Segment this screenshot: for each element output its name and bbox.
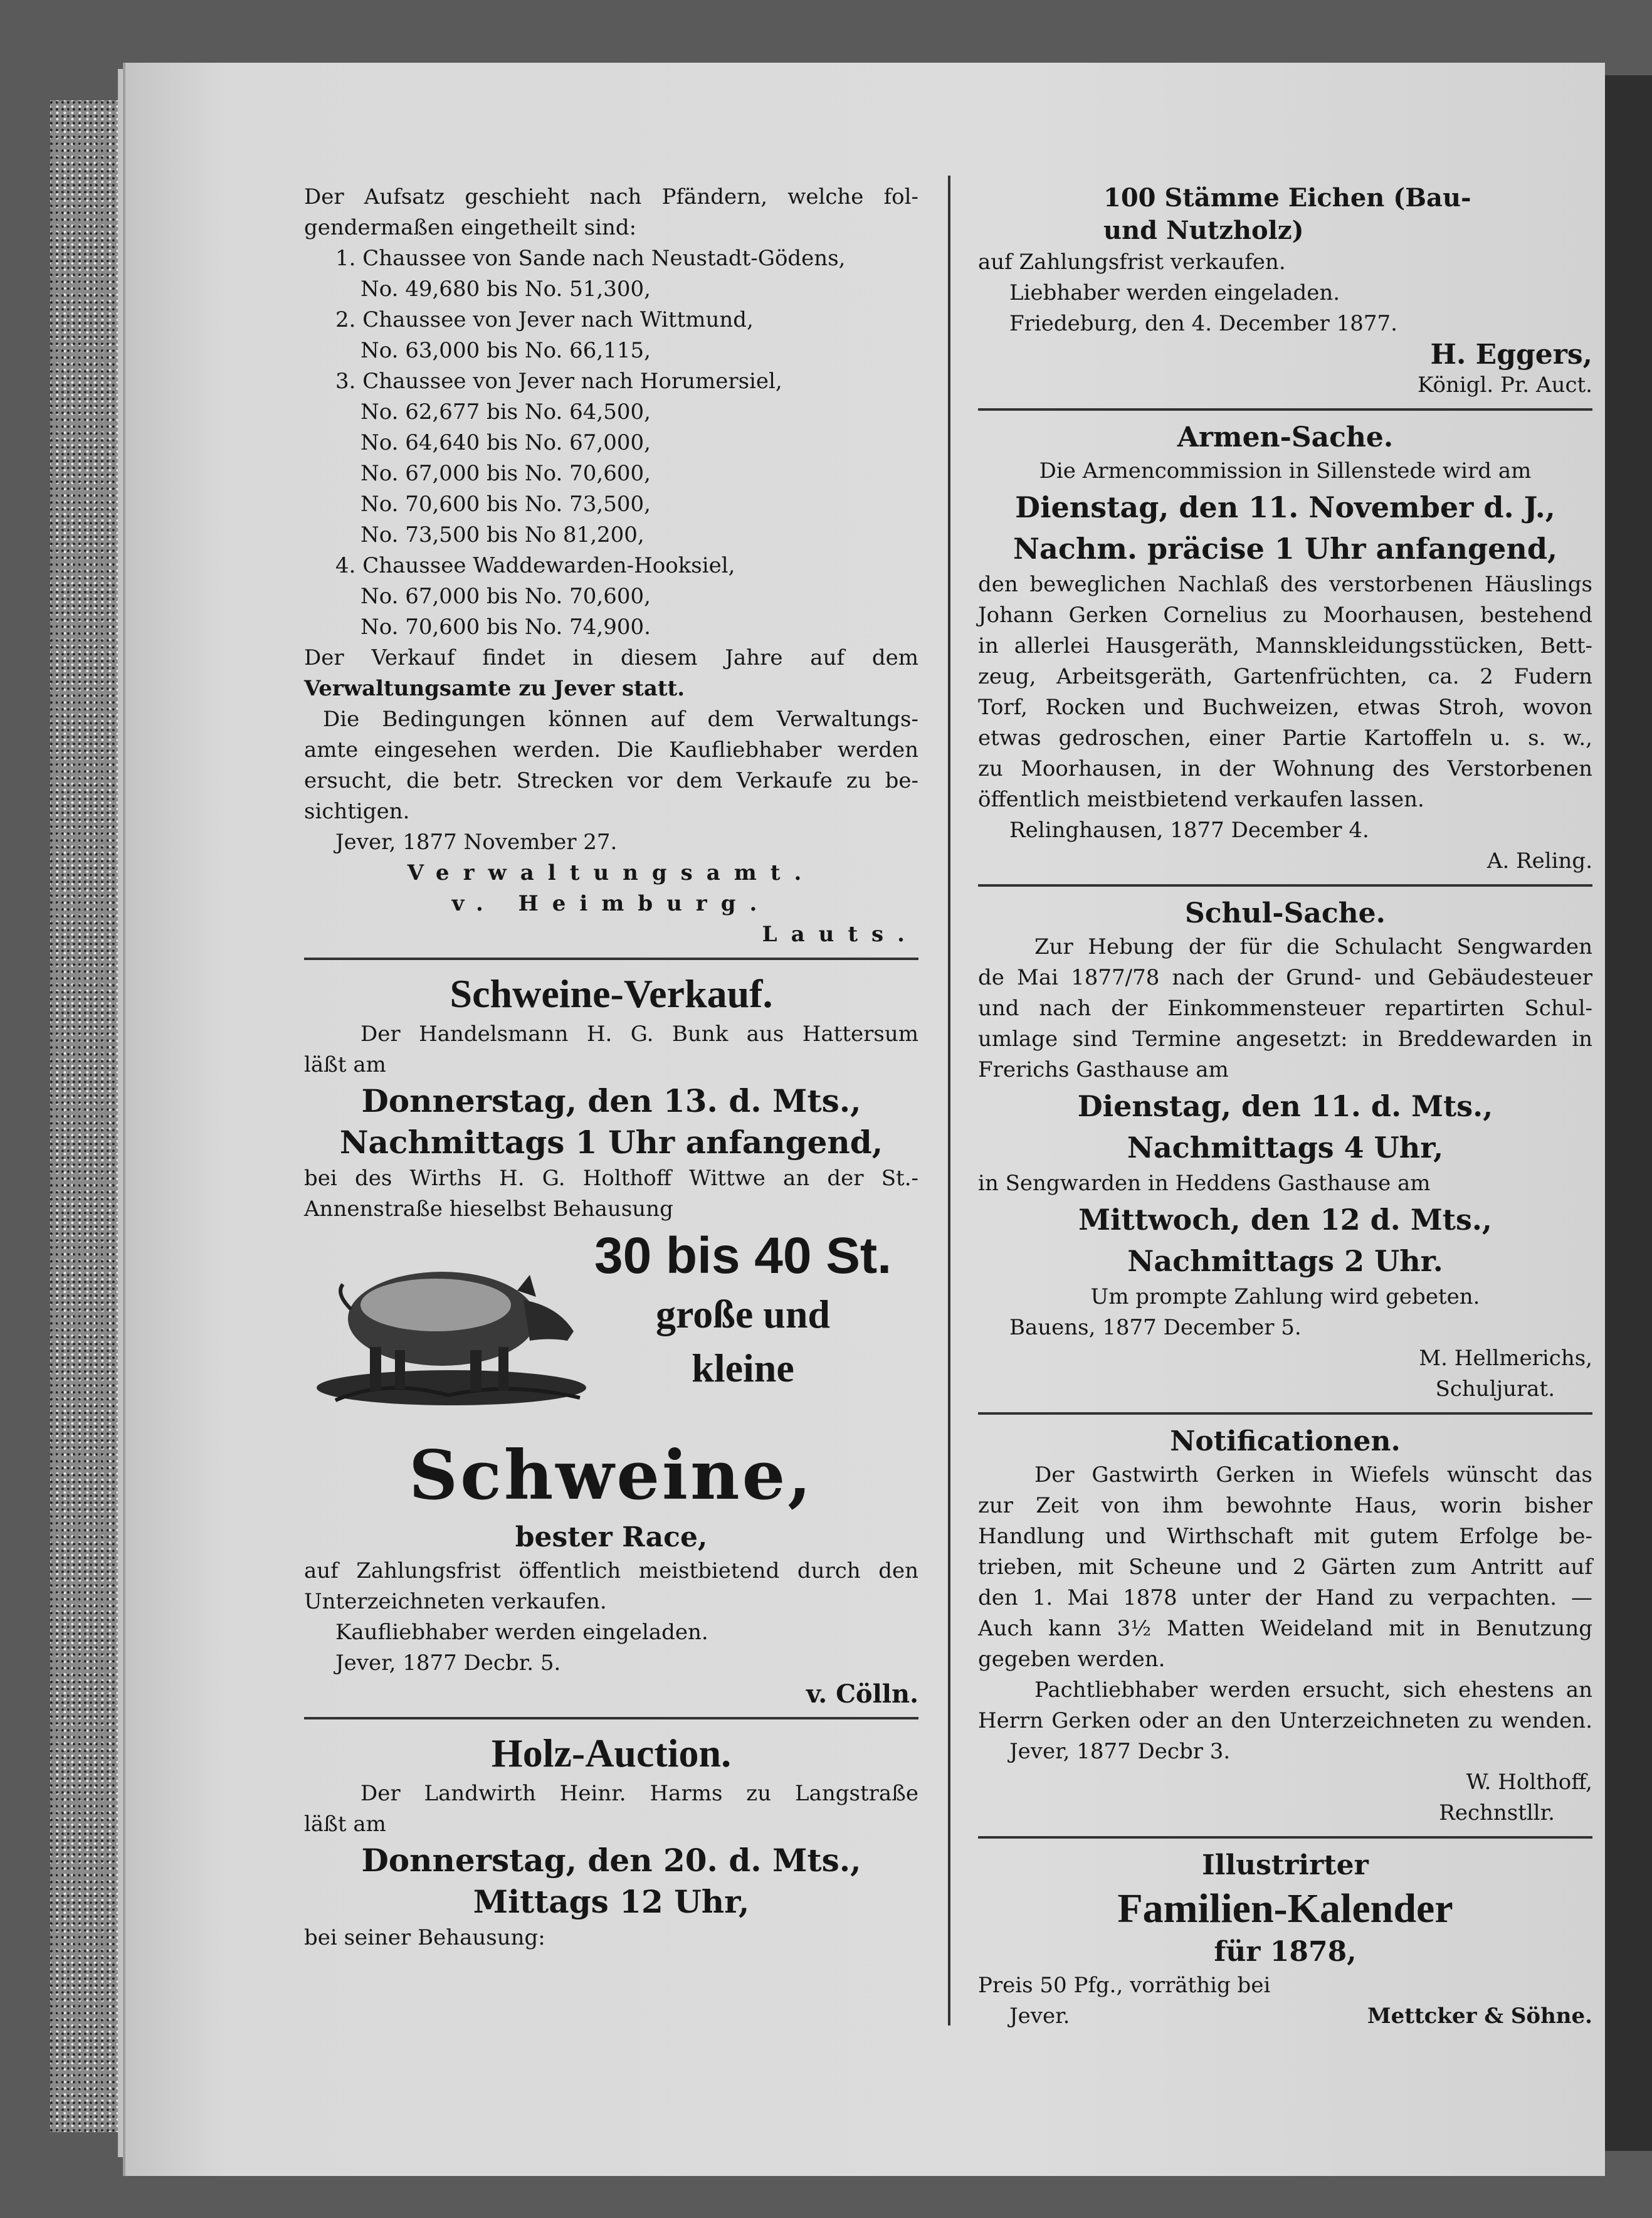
text-line: Um prompte Zahlung wird gebeten.: [1090, 1284, 1480, 1309]
notice-title: und Nutzholz): [1103, 216, 1304, 245]
text-line: gegeben werden.: [978, 1647, 1165, 1672]
date-line: Jever, 1877 Decbr. 5.: [335, 1650, 561, 1676]
text-line: auf Zahlungsfrist verkaufen.: [978, 250, 1286, 275]
notice-calendar: [978, 1847, 1592, 2032]
text-line: umlage sind Termine angesetzt: in Breddewarden in: [978, 1027, 1592, 1052]
notice-schul-sache: [978, 895, 1592, 1405]
term-day: Dienstag, den 11. d. Mts.,: [1077, 1089, 1493, 1123]
text-line: Der Aufsatz geschieht nach Pfändern, welche fol-: [304, 184, 918, 209]
notice-road-leasing: [304, 182, 918, 950]
text-line: den 1. Mai 1878 unter der Hand zu verpachten. —: [978, 1585, 1592, 1610]
text-line: No. 64,640 bis No. 67,000,: [360, 430, 651, 455]
text-line: Der Gastwirth Gerken in Wiefels wünscht das: [1034, 1462, 1592, 1487]
divider: [978, 408, 1592, 411]
text-line: No. 67,000 bis No. 70,600,: [360, 584, 651, 609]
notice-armen-sache: [978, 420, 1592, 877]
signature: W. Holthoff,: [1466, 1770, 1592, 1795]
text-line: No. 73,500 bis No 81,200,: [360, 522, 644, 547]
text-line: Preis 50 Pfg., vorräthig bei: [978, 1973, 1271, 1998]
text-line: auf Zahlungsfrist öffentlich meistbietend durch den: [304, 1558, 918, 1583]
signature: H. Eggers,: [1430, 339, 1592, 371]
text-line: Frerichs Gasthause am: [978, 1057, 1229, 1082]
text-line: Annenstraße hieselbst Behausung: [304, 1196, 673, 1222]
text-line: Die Armencommission in Sillenstede wird am: [1039, 458, 1532, 483]
sale-time: Nachm. präcise 1 Uhr anfangend,: [1013, 532, 1558, 566]
text-line: in allerlei Hausgeräth, Mannskleidungsstücken, Bett-: [978, 633, 1592, 658]
divider: [304, 958, 918, 960]
signature: A. Reling.: [1486, 848, 1592, 874]
text-line: trieben, mit Scheune und 2 Gärten zum Antritt auf: [978, 1555, 1592, 1580]
text-line: bei des Wirths H. G. Holthoff Wittwe an der St.-: [304, 1166, 918, 1191]
text-line: No. 62,677 bis No. 64,500,: [360, 399, 651, 425]
term-time: Nachmittags 4 Uhr,: [1127, 1131, 1444, 1164]
divider: [304, 1717, 918, 1719]
firm-name: Mettcker & Söhne.: [1367, 2004, 1592, 2029]
date-line: Bauens, 1877 December 5.: [1009, 1315, 1302, 1340]
text-line: 1. Chaussee von Sande nach Neustadt-Gödens,: [335, 246, 846, 271]
text-line: Johann Gerken Cornelius zu Moorhausen, bestehend: [978, 603, 1592, 628]
text-line: Auch kann 3½ Matten Weideland mit in Benutzung: [978, 1616, 1592, 1641]
text-line: den beweglichen Nachlaß des verstorbenen Häuslings: [978, 572, 1592, 597]
text-line: No. 70,600 bis No. 73,500,: [360, 492, 651, 517]
text-line: Die Bedingungen können auf dem Verwaltungs-: [323, 707, 918, 732]
text-line: in Sengwarden in Heddens Gasthause am: [978, 1171, 1431, 1196]
date-line: Relinghausen, 1877 December 4.: [1009, 818, 1369, 843]
divider: [978, 1412, 1592, 1415]
signature: Schuljurat.: [1435, 1376, 1555, 1402]
divider: [978, 884, 1592, 887]
text-line: ersucht, die betr. Strecken vor dem Verkaufe zu be-: [304, 768, 918, 793]
text-line: Herrn Gerken oder an den Unterzeichneten zu wenden.: [978, 1708, 1592, 1733]
ad-title: Familien-Kalender: [1117, 1886, 1453, 1931]
ad-title: Illustrirter: [1202, 1849, 1369, 1881]
divider: [978, 1836, 1592, 1839]
text-line: Zur Hebung der für die Schulacht Sengwarden: [1034, 934, 1592, 959]
signature: Rechnstllr.: [1439, 1800, 1555, 1825]
left-column: [304, 182, 918, 1953]
right-column: [978, 182, 1592, 2032]
sale-day: Donnerstag, den 13. d. Mts.,: [361, 1082, 861, 1119]
text-line: No. 67,000 bis No. 70,600,: [360, 461, 651, 486]
notice-title: Notificationen.: [1170, 1425, 1401, 1457]
pig-block: [304, 1225, 918, 1432]
signature: v. Cölln.: [806, 1679, 918, 1709]
sale-day: Dienstag, den 11. November d. J.,: [1015, 490, 1555, 524]
text-line: Verwaltungsamte zu Jever statt.: [304, 676, 685, 701]
text-line: de Mai 1877/78 nach der Grund- und Gebäudesteuer: [978, 965, 1592, 990]
term-day: Mittwoch, den 12 d. Mts.,: [1078, 1203, 1492, 1237]
text-line: Der Verkauf findet in diesem Jahre auf dem: [304, 645, 918, 670]
pig-word: Schweine,: [409, 1436, 814, 1515]
marbled-book-edge: [50, 100, 118, 2132]
text-line: 3. Chaussee von Jever nach Horumersiel,: [335, 369, 782, 394]
pig-illustration: [310, 1231, 592, 1419]
signature: Königl. Pr. Auct.: [1418, 372, 1592, 398]
text-line: etwas gedroschen, einer Partie Kartoffeln u. s. w.,: [978, 726, 1592, 751]
signature: v. Heimburg.: [451, 891, 771, 916]
term-time: Nachmittags 2 Uhr.: [1127, 1244, 1443, 1278]
notice-title: Armen-Sache.: [1177, 421, 1394, 453]
text-line: zu Moorhausen, in der Wohnung des Verstorbenen: [978, 756, 1592, 781]
sale-time: Mittags 12 Uhr,: [473, 1883, 750, 1920]
text-line: Pachtliebhaber werden ersucht, sich ehestens an: [1034, 1677, 1592, 1703]
text-line: läßt am: [304, 1812, 386, 1837]
notice-oak-trunks: [978, 182, 1592, 401]
text-line: Der Handelsmann H. G. Bunk aus Hattersum: [360, 1022, 918, 1047]
text-line: Handlung und Wirthschaft mit gutem Erfolge be-: [978, 1524, 1592, 1549]
place: Jever.: [1009, 2004, 1070, 2029]
date-line: Jever, 1877 Decbr 3.: [1009, 1739, 1231, 1764]
notice-wood-auction: [304, 1728, 918, 1953]
notice-pig-sale: [304, 969, 918, 1709]
text-line: amte eingesehen werden. Die Kaufliebhaber werden: [304, 737, 918, 763]
text-line: Torf, Rocken und Buchweizen, etwas Stroh, wovon: [978, 695, 1592, 720]
ad-footer: [978, 2001, 1592, 2032]
notice-title: Holz-Auction.: [491, 1731, 732, 1775]
signature-office: Verwaltungsamt.: [407, 860, 816, 885]
text-line: No. 63,000 bis No. 66,115,: [360, 338, 651, 363]
text-line: gendermaßen eingetheilt sind:: [304, 215, 637, 240]
pig-size: kleine: [692, 1346, 794, 1390]
text-line: sichtigen.: [304, 799, 410, 824]
date-line: Jever, 1877 November 27.: [335, 830, 618, 855]
text-line: No. 70,600 bis No. 74,900.: [360, 615, 651, 640]
text-line: Liebhaber werden eingeladen.: [1009, 280, 1340, 305]
text-line: Der Landwirth Heinr. Harms zu Langstraße: [360, 1781, 918, 1806]
signature: M. Hellmerichs,: [1419, 1346, 1592, 1371]
pig-headline: [567, 1225, 918, 1395]
text-line: läßt am: [304, 1052, 386, 1077]
notice-title: Schweine-Verkauf.: [450, 971, 773, 1016]
ad-subtitle: für 1878,: [1214, 1936, 1357, 1968]
text-line: 4. Chaussee Waddewarden-Hooksiel,: [335, 553, 735, 578]
facing-page-edge: [1605, 75, 1652, 2151]
text-line: und nach der Einkommensteuer repartirten Schul-: [978, 996, 1592, 1021]
text-line: zur Zeit von ihm bewohnte Haus, worin bisher: [978, 1493, 1592, 1518]
date-line: Friedeburg, den 4. December 1877.: [1009, 311, 1397, 336]
text-line: 2. Chaussee von Jever nach Wittmund,: [335, 307, 754, 332]
pig-size: große und: [655, 1292, 831, 1336]
notice-title: 100 Stämme Eichen (Bau-: [1103, 183, 1471, 213]
sale-day: Donnerstag, den 20. d. Mts.,: [361, 1842, 861, 1879]
text-line: bei seiner Behausung:: [304, 1925, 545, 1950]
sale-time: Nachmittags 1 Uhr anfangend,: [339, 1124, 883, 1161]
pig-race: bester Race,: [515, 1521, 708, 1553]
text-line: Unterzeichneten verkaufen.: [304, 1589, 607, 1614]
text-line: zeug, Arbeitsgeräth, Gartenfrüchten, ca. 2 Fudern: [978, 664, 1592, 689]
text-line: Kaufliebhaber werden eingeladen.: [335, 1620, 708, 1645]
pig-count: 30 bis 40 St.: [594, 1227, 892, 1284]
notice-title: Schul-Sache.: [1185, 897, 1386, 929]
column-divider: [948, 176, 950, 2025]
text-line: öffentlich meistbietend verkaufen lassen.: [978, 787, 1424, 812]
text-line: No. 49,680 bis No. 51,300,: [360, 277, 651, 302]
notice-notificationen: [978, 1423, 1592, 1829]
signature: Lauts.: [762, 922, 918, 947]
